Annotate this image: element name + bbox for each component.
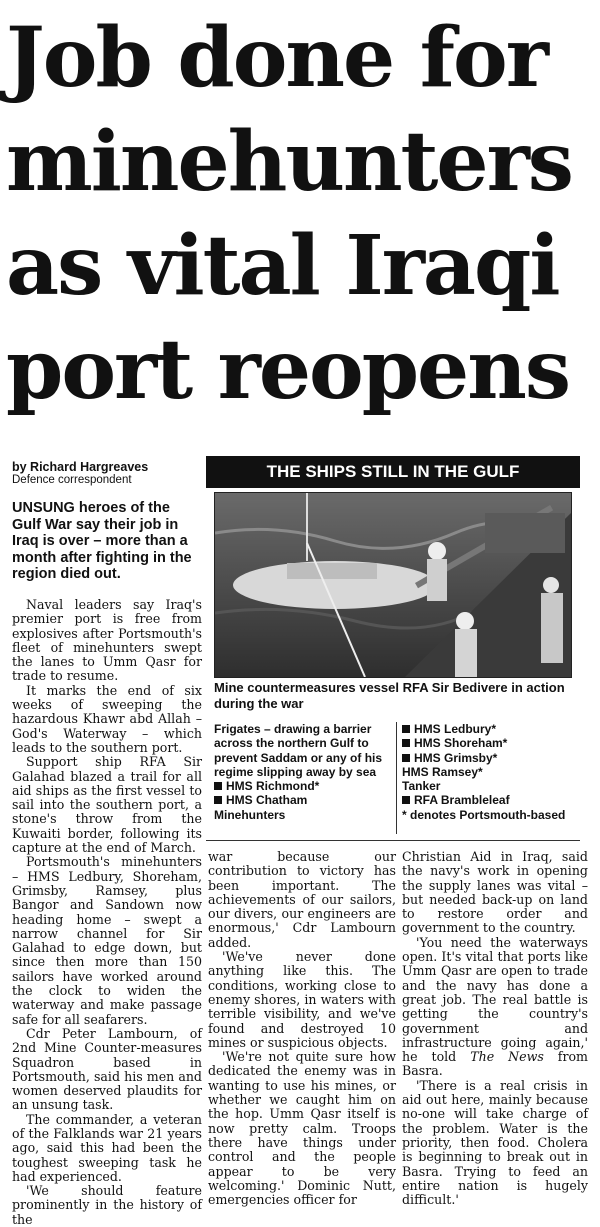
ship-photo <box>214 492 572 678</box>
article-column-1 <box>12 598 202 1227</box>
bullet-square-icon <box>402 739 410 747</box>
ship-name: HMS Grimsby* <box>414 750 498 765</box>
paragraph: 'There is a real crisis in aid out here, mainly because no-one will take charge of the problem. Water is the priority, then food. Cholera is beginning to break out in Basra. Trying to feed an entire nation is hugely difficult.' <box>402 1077 588 1208</box>
bullet-square-icon <box>214 796 222 804</box>
ship-name: RFA Brambleleaf <box>414 793 510 808</box>
paragraph: It marks the end of six weeks of sweeping the hazardous Khawr abd Allah – God's Waterway – which leads to the southern port. <box>12 682 202 755</box>
ship-name: HMS Richmond* <box>226 779 320 794</box>
paragraph: Portsmouth's minehunters – HMS Ledbury, Shoreham, Grimsby, Ramsey, plus Bangor and Sandown now heading home – swept a narrow channel for Sir Galahad to edge down, but since then more than 150 sailors have worked around the clock to widen the waterway and make passage safe for all seafarers. <box>12 854 202 1027</box>
bullet-square-icon <box>402 754 410 762</box>
ship-item <box>402 736 572 750</box>
headline-line-1: Job done for <box>6 10 547 106</box>
article-column-2 <box>208 850 396 1207</box>
paragraph: 'We should feature prominently in the history of the <box>12 1183 202 1227</box>
ship-item: HMS Ramsey* <box>402 764 483 779</box>
column-divider <box>396 722 397 834</box>
headline-line-2: minehunters <box>6 114 572 210</box>
ship-list-left <box>214 722 390 822</box>
quote-text-end: from Basra. <box>402 1049 588 1079</box>
headline <box>6 6 596 422</box>
photo-caption: Mine countermeasures vessel RFA Sir Bedivere in action during the war <box>214 680 565 711</box>
bullet-square-icon <box>214 782 222 790</box>
bullet-square-icon <box>402 725 410 733</box>
sidebar-box-title: THE SHIPS STILL IN THE GULF <box>206 456 580 488</box>
paragraph: Naval leaders say Iraq's premier port is free from explosives after Portsmouth's fleet of minehunters swept the lanes to Umm Qasr for trade to resume. <box>12 597 202 684</box>
minehunters-label: Minehunters <box>214 807 286 822</box>
ship-name: HMS Chatham <box>226 793 308 808</box>
paragraph: 'We've never done anything like this. The conditions, working close to enemy shores, in waters with terrible visibility, and we've found and destroyed 10 mines or suspicious objects. <box>208 949 396 1050</box>
paragraph <box>402 936 588 1079</box>
ship-item <box>402 793 572 807</box>
paragraph: Support ship RFA Sir Galahad blazed a trail for all aid ships as the first vessel to sail into the southern port, a stone's throw from the Kuwaiti border, following its capture at the end of March. <box>12 754 202 856</box>
article-column-3 <box>402 850 588 1207</box>
quote-text: 'You need the waterways open. It's vital that ports like Umm Qasr are open to trade and the navy has done a great job. The real battle is getting the country's government and infrastructure going again,' he told <box>402 934 588 1065</box>
byline: by Richard Hargreaves <box>12 460 149 474</box>
byline-role: Defence correspondent <box>12 474 132 486</box>
ship-item <box>214 793 390 807</box>
ship-item <box>402 722 572 736</box>
box-bottom-rule <box>206 840 580 841</box>
bullet-square-icon <box>402 796 410 804</box>
paragraph: The commander, a veteran of the Falklands war 21 years ago, said this had been the toughest sweeping task he had experienced. <box>12 1111 202 1184</box>
ship-name: HMS Ledbury* <box>414 722 497 736</box>
frigates-intro: Frigates – drawing a barrier across the northern Gulf to prevent Saddam or any of his regime slipping away by sea <box>214 722 383 779</box>
ship-item <box>214 779 390 793</box>
ship-list-right <box>402 722 572 822</box>
paragraph: 'We're not quite sure how dedicated the enemy was in wanting to use his mines, or whether we caught him on the hop. Umm Qasr itself is now pretty calm. Troops there have things under control and the people appear to be very welcoming.' Dominic Nutt, emergencies officer for <box>208 1049 396 1208</box>
paragraph: Cdr Peter Lambourn, of 2nd Mine Counter-measures Squadron based in Portsmouth, said his men and women deserved plaudits for an unsung task. <box>12 1025 202 1113</box>
ship-name: HMS Shoreham* <box>414 736 508 751</box>
tanker-label: Tanker <box>402 779 441 794</box>
paragraph: war because our contribution to victory has been important. The achievements of our sailors, our divers, our engineers are enormous,' Cdr Lambourn added. <box>208 849 396 950</box>
lede-paragraph: UNSUNG heroes of the Gulf War say their job in Iraq is over – more than a month after fighting in the region died out. <box>12 500 192 582</box>
newspaper-name: The News <box>470 1049 544 1065</box>
headline-line-3: as vital Iraqi <box>6 218 559 314</box>
footnote: * denotes Portsmouth-based <box>402 807 566 822</box>
paragraph: Christian Aid in Iraq, said the navy's work in opening the supply lanes was vital – but needed back-up on land to restore order and government to the country. <box>402 849 588 936</box>
headline-line-4: port reopens <box>6 322 570 418</box>
ship-item <box>402 751 572 765</box>
ship-photo-image <box>215 493 571 677</box>
